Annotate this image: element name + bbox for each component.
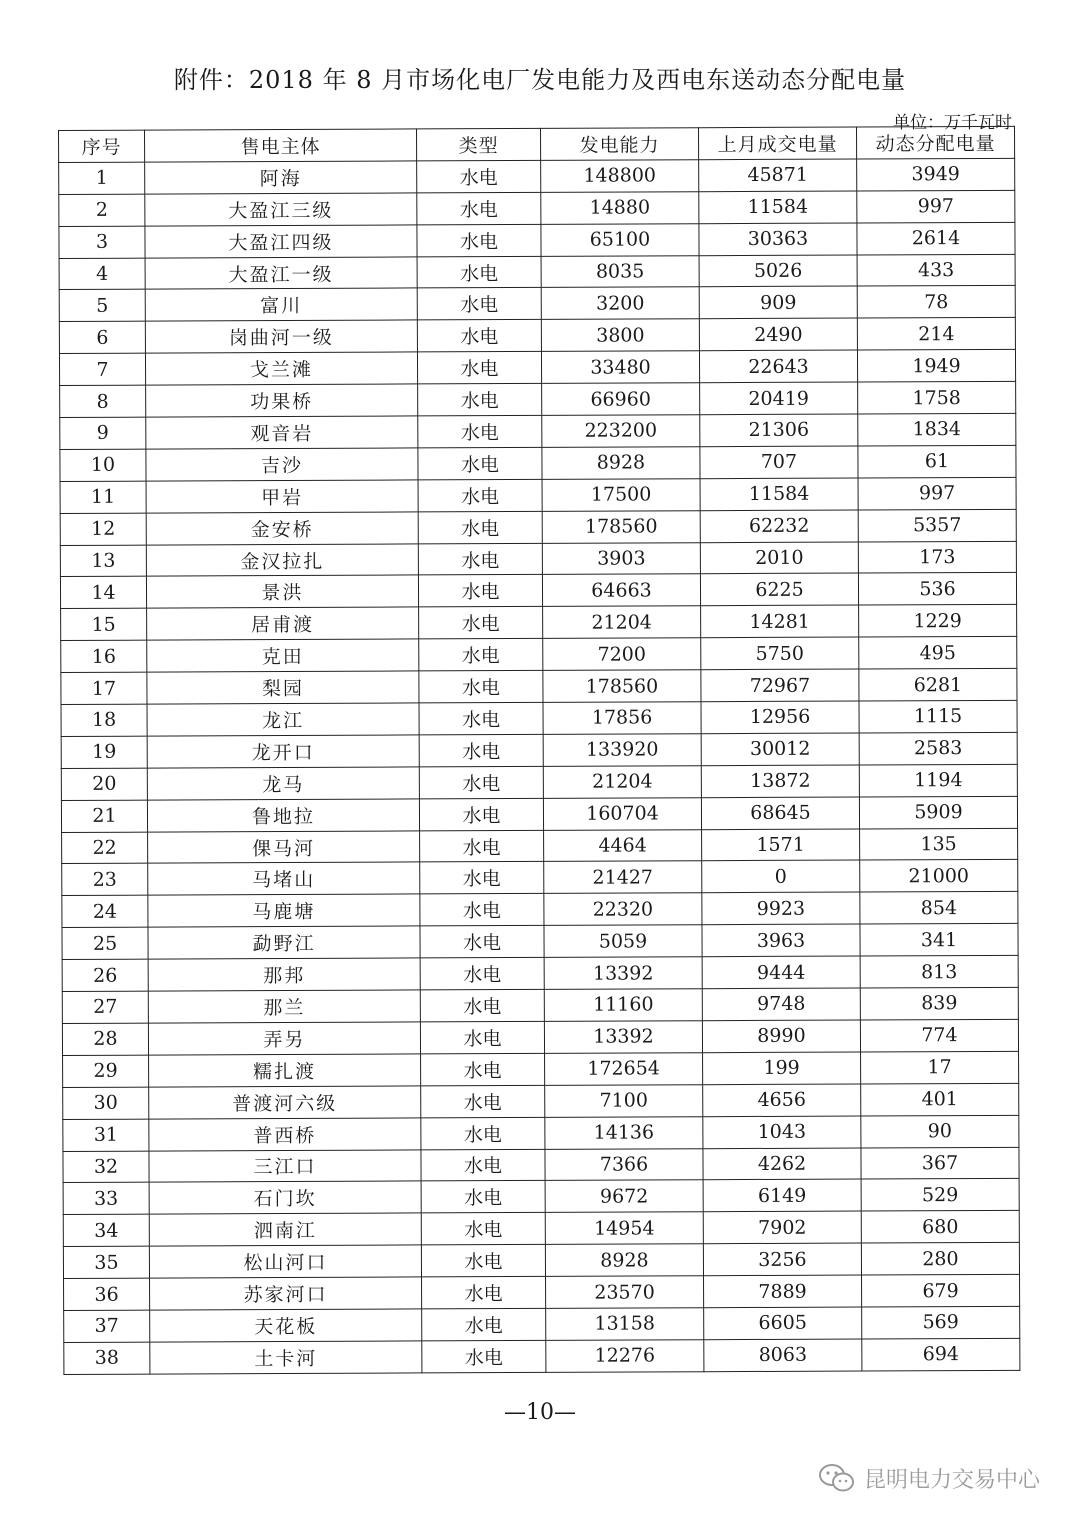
watermark-text: 昆明电力交易中心 (863, 1467, 1040, 1493)
cell-last-month: 6225 (700, 573, 858, 606)
cell-type: 水电 (421, 1053, 545, 1085)
cell-capacity: 178560 (543, 670, 701, 703)
table-row (63, 1211, 1019, 1247)
page-number: —10— (504, 1400, 576, 1425)
cell-index: 35 (63, 1246, 149, 1278)
cell-index: 38 (64, 1342, 150, 1374)
cell-index: 7 (59, 353, 145, 385)
cell-allocation: 997 (857, 190, 1015, 223)
document-title: 附件：2018 年 8 月市场化电厂发电能力及西电东送动态分配电量 (173, 66, 907, 94)
allocation-table (58, 126, 1020, 1375)
cell-allocation: 680 (861, 1211, 1019, 1244)
cell-capacity: 13392 (544, 957, 702, 990)
cell-last-month: 12956 (701, 701, 859, 734)
cell-index: 37 (64, 1310, 150, 1342)
cell-index: 16 (61, 640, 147, 672)
cell-capacity: 21427 (544, 861, 702, 894)
cell-seller: 功果桥 (146, 384, 418, 417)
table-row (59, 318, 1015, 354)
header-type: 类型 (416, 128, 540, 160)
table-row (61, 764, 1017, 800)
cell-allocation: 173 (858, 541, 1016, 574)
table-row (60, 445, 1016, 481)
cell-capacity: 21204 (543, 606, 701, 639)
cell-index: 3 (59, 226, 145, 258)
cell-last-month: 8063 (704, 1339, 862, 1372)
cell-seller: 大盈江三级 (145, 193, 417, 226)
cell-index: 20 (61, 768, 147, 800)
cell-seller: 梨园 (147, 671, 419, 704)
cell-type: 水电 (421, 1181, 545, 1213)
cell-allocation: 1758 (858, 381, 1016, 414)
cell-type: 水电 (417, 320, 541, 352)
cell-seller: 天花板 (150, 1309, 422, 1342)
cell-allocation: 1834 (858, 413, 1016, 446)
table-row (59, 350, 1015, 386)
cell-allocation: 2583 (859, 732, 1017, 765)
table-row (63, 1179, 1019, 1215)
cell-allocation: 5909 (859, 796, 1017, 829)
cell-seller: 倮马河 (148, 831, 420, 864)
cell-index: 31 (63, 1119, 149, 1151)
cell-seller: 那兰 (148, 990, 420, 1023)
cell-allocation: 21000 (860, 860, 1018, 893)
cell-index: 33 (63, 1183, 149, 1215)
table-row (59, 254, 1015, 290)
cell-capacity: 23570 (546, 1276, 704, 1309)
cell-allocation: 1229 (859, 605, 1017, 638)
cell-type: 水电 (419, 702, 543, 734)
cell-allocation: 214 (857, 318, 1015, 351)
cell-allocation: 569 (862, 1306, 1020, 1339)
table-row (63, 1115, 1019, 1151)
cell-type: 水电 (419, 766, 543, 798)
cell-capacity: 133920 (543, 734, 701, 767)
cell-type: 水电 (417, 256, 541, 288)
cell-index: 36 (64, 1278, 150, 1310)
table-row (60, 477, 1016, 513)
table-row (63, 1147, 1019, 1183)
cell-last-month: 5750 (701, 637, 859, 670)
cell-type: 水电 (418, 575, 542, 607)
table-row (60, 413, 1016, 449)
cell-capacity: 7100 (545, 1084, 703, 1117)
cell-last-month: 20419 (700, 382, 858, 415)
cell-capacity: 8928 (545, 1244, 703, 1277)
cell-type: 水电 (419, 734, 543, 766)
cell-seller: 马堵山 (148, 862, 420, 895)
cell-capacity: 172654 (545, 1053, 703, 1086)
cell-last-month: 68645 (701, 797, 859, 830)
cell-last-month: 21306 (700, 414, 858, 447)
cell-last-month: 11584 (699, 191, 857, 224)
cell-last-month: 4262 (703, 1148, 861, 1181)
table-row (61, 668, 1017, 704)
table-row (64, 1274, 1020, 1310)
cell-index: 1 (59, 162, 145, 194)
cell-index: 5 (59, 290, 145, 322)
table-row (61, 605, 1017, 641)
cell-seller: 苏家河口 (150, 1277, 422, 1310)
cell-seller: 金安桥 (146, 512, 418, 545)
cell-index: 19 (61, 736, 147, 768)
cell-index: 23 (62, 864, 148, 896)
cell-allocation: 90 (861, 1115, 1019, 1148)
cell-seller: 糯扎渡 (149, 1054, 421, 1087)
table-row (62, 1019, 1018, 1055)
cell-index: 14 (60, 577, 146, 609)
cell-type: 水电 (422, 1308, 546, 1340)
cell-index: 8 (60, 385, 146, 417)
table-row (61, 700, 1017, 736)
cell-type: 水电 (420, 958, 544, 990)
cell-seller: 那邦 (148, 958, 420, 991)
table-row (59, 286, 1015, 322)
cell-allocation: 401 (861, 1083, 1019, 1116)
cell-allocation: 495 (859, 637, 1017, 670)
cell-allocation: 839 (860, 987, 1018, 1020)
cell-seller: 土卡河 (150, 1341, 422, 1374)
table-row (62, 987, 1018, 1023)
cell-type: 水电 (417, 352, 541, 384)
cell-capacity: 11160 (544, 989, 702, 1022)
cell-type: 水电 (420, 1021, 544, 1053)
cell-last-month: 22643 (699, 350, 857, 383)
table-row (62, 860, 1018, 896)
cell-allocation: 774 (860, 1019, 1018, 1052)
cell-type: 水电 (417, 160, 541, 192)
cell-capacity: 7200 (543, 638, 701, 671)
cell-capacity: 8035 (541, 255, 699, 288)
cell-index: 13 (60, 545, 146, 577)
cell-last-month: 9444 (702, 956, 860, 989)
cell-capacity: 33480 (541, 351, 699, 384)
cell-type: 水电 (418, 511, 542, 543)
header-allocation: 动态分配电量 (856, 126, 1014, 159)
cell-index: 27 (62, 991, 148, 1023)
cell-allocation: 433 (857, 254, 1015, 287)
cell-last-month: 909 (699, 286, 857, 319)
cell-seller: 戈兰滩 (145, 352, 417, 385)
cell-last-month: 707 (700, 446, 858, 479)
table-row (62, 892, 1018, 928)
cell-type: 水电 (421, 1085, 545, 1117)
table-row (59, 222, 1015, 258)
cell-last-month: 5026 (699, 255, 857, 288)
cell-last-month: 11584 (700, 478, 858, 511)
cell-last-month: 45871 (699, 159, 857, 192)
cell-capacity: 8928 (542, 447, 700, 480)
cell-seller: 弄另 (148, 1022, 420, 1055)
cell-seller: 大盈江一级 (145, 256, 417, 289)
cell-last-month: 62232 (700, 510, 858, 543)
cell-type: 水电 (419, 798, 543, 830)
cell-allocation: 1115 (859, 700, 1017, 733)
cell-capacity: 9672 (545, 1180, 703, 1213)
cell-seller: 普渡河六级 (149, 1086, 421, 1119)
cell-last-month: 0 (702, 860, 860, 893)
cell-type: 水电 (418, 384, 542, 416)
cell-seller: 阿海 (145, 161, 417, 194)
cell-type: 水电 (418, 543, 542, 575)
cell-allocation: 367 (861, 1147, 1019, 1180)
cell-index: 15 (61, 608, 147, 640)
cell-seller: 岗曲河一级 (145, 320, 417, 353)
cell-seller: 龙开口 (147, 735, 419, 768)
cell-last-month: 13872 (701, 765, 859, 798)
cell-index: 6 (59, 321, 145, 353)
cell-capacity: 21204 (543, 766, 701, 799)
cell-last-month: 3256 (703, 1243, 861, 1276)
table-row (63, 1083, 1019, 1119)
cell-last-month: 2010 (700, 542, 858, 575)
cell-last-month: 72967 (701, 669, 859, 702)
cell-seller: 大盈江四级 (145, 225, 417, 258)
cell-index: 11 (60, 481, 146, 513)
cell-type: 水电 (418, 479, 542, 511)
table-row (63, 1051, 1019, 1087)
cell-index: 26 (62, 959, 148, 991)
cell-index: 25 (62, 927, 148, 959)
cell-index: 2 (59, 194, 145, 226)
cell-capacity: 13392 (544, 1021, 702, 1054)
cell-type: 水电 (419, 639, 543, 671)
cell-last-month: 2490 (699, 318, 857, 351)
cell-seller: 普西桥 (149, 1118, 421, 1151)
cell-seller: 克田 (147, 639, 419, 672)
cell-index: 30 (63, 1087, 149, 1119)
cell-index: 21 (61, 800, 147, 832)
table-header-row (59, 126, 1015, 162)
table-row (60, 541, 1016, 577)
cell-seller: 鲁地拉 (147, 799, 419, 832)
cell-seller: 金汉拉扎 (146, 544, 418, 577)
cell-type: 水电 (421, 1245, 545, 1277)
cell-capacity: 3800 (541, 319, 699, 352)
cell-seller: 松山河口 (149, 1245, 421, 1278)
cell-allocation: 536 (858, 573, 1016, 606)
cell-capacity: 14954 (545, 1212, 703, 1245)
cell-capacity: 13158 (546, 1308, 704, 1341)
cell-seller: 龙江 (147, 703, 419, 736)
table-row (60, 381, 1016, 417)
wechat-icon (818, 1462, 856, 1494)
cell-last-month: 199 (703, 1052, 861, 1085)
cell-index: 29 (63, 1055, 149, 1087)
table-row (59, 158, 1015, 194)
header-capacity: 发电能力 (540, 128, 698, 161)
header-index: 序号 (59, 130, 145, 162)
cell-index: 24 (62, 895, 148, 927)
cell-allocation: 341 (860, 924, 1018, 957)
cell-allocation: 17 (861, 1051, 1019, 1084)
cell-type: 水电 (418, 447, 542, 479)
cell-capacity: 5059 (544, 925, 702, 958)
cell-capacity: 64663 (542, 574, 700, 607)
cell-last-month: 3963 (702, 924, 860, 957)
table-row (59, 190, 1015, 226)
cell-allocation: 854 (860, 892, 1018, 925)
cell-type: 水电 (419, 607, 543, 639)
cell-index: 22 (62, 832, 148, 864)
cell-seller: 石门坎 (149, 1181, 421, 1214)
cell-capacity: 17856 (543, 702, 701, 735)
cell-allocation: 280 (861, 1242, 1019, 1275)
cell-seller: 居甫渡 (147, 607, 419, 640)
cell-type: 水电 (420, 894, 544, 926)
table-body (59, 158, 1020, 1374)
cell-type: 水电 (417, 224, 541, 256)
cell-capacity: 12276 (546, 1340, 704, 1373)
cell-seller: 三江口 (149, 1149, 421, 1182)
cell-index: 4 (59, 258, 145, 290)
cell-seller: 富川 (145, 288, 417, 321)
cell-last-month: 1043 (703, 1116, 861, 1149)
cell-allocation: 679 (862, 1274, 1020, 1307)
table-row (62, 924, 1018, 960)
cell-type: 水电 (422, 1340, 546, 1372)
table-row (61, 637, 1017, 673)
cell-allocation: 529 (861, 1179, 1019, 1212)
cell-last-month: 4656 (703, 1084, 861, 1117)
cell-last-month: 7889 (704, 1275, 862, 1308)
cell-capacity: 22320 (544, 893, 702, 926)
cell-last-month: 9748 (702, 988, 860, 1021)
cell-type: 水电 (421, 1149, 545, 1181)
table-row (62, 828, 1018, 864)
cell-index: 18 (61, 704, 147, 736)
cell-capacity: 66960 (542, 383, 700, 416)
cell-last-month: 14281 (701, 605, 859, 638)
cell-seller: 泗南江 (149, 1213, 421, 1246)
cell-seller: 勐野江 (148, 926, 420, 959)
cell-capacity: 7366 (545, 1148, 703, 1181)
cell-allocation: 61 (858, 445, 1016, 478)
cell-index: 17 (61, 672, 147, 704)
cell-last-month: 6149 (703, 1179, 861, 1212)
cell-seller: 景洪 (146, 575, 418, 608)
cell-type: 水电 (417, 288, 541, 320)
header-last-month: 上月成交电量 (698, 127, 856, 160)
cell-type: 水电 (421, 1213, 545, 1245)
table-row (61, 796, 1017, 832)
cell-capacity: 4464 (544, 829, 702, 862)
cell-allocation: 1949 (857, 350, 1015, 383)
cell-capacity: 3200 (541, 287, 699, 320)
cell-last-month: 7902 (703, 1211, 861, 1244)
cell-seller: 观音岩 (146, 416, 418, 449)
cell-allocation: 78 (857, 286, 1015, 319)
cell-type: 水电 (421, 1117, 545, 1149)
cell-last-month: 8990 (702, 1020, 860, 1053)
cell-type: 水电 (417, 192, 541, 224)
cell-type: 水电 (419, 671, 543, 703)
cell-last-month: 30363 (699, 223, 857, 256)
cell-capacity: 160704 (543, 797, 701, 830)
cell-allocation: 3949 (857, 158, 1015, 191)
cell-last-month: 1571 (702, 829, 860, 862)
cell-capacity: 14136 (545, 1116, 703, 1149)
cell-type: 水电 (418, 415, 542, 447)
cell-capacity: 65100 (541, 223, 699, 256)
table-row (60, 509, 1016, 545)
cell-seller: 龙马 (147, 767, 419, 800)
watermark (818, 1462, 1040, 1494)
cell-index: 34 (63, 1214, 149, 1246)
cell-capacity: 3903 (542, 542, 700, 575)
table-row (60, 573, 1016, 609)
table-row (64, 1338, 1020, 1374)
header-seller: 售电主体 (145, 129, 417, 162)
cell-last-month: 30012 (701, 733, 859, 766)
table-row (63, 1242, 1019, 1278)
cell-capacity: 148800 (541, 160, 699, 193)
table-row (61, 732, 1017, 768)
cell-seller: 吉沙 (146, 448, 418, 481)
cell-allocation: 997 (858, 477, 1016, 510)
cell-allocation: 135 (860, 828, 1018, 861)
cell-capacity: 17500 (542, 478, 700, 511)
cell-type: 水电 (420, 989, 544, 1021)
cell-seller: 甲岩 (146, 480, 418, 513)
cell-index: 10 (60, 449, 146, 481)
cell-last-month: 9923 (702, 892, 860, 925)
cell-capacity: 14880 (541, 191, 699, 224)
cell-seller: 马鹿塘 (148, 894, 420, 927)
cell-index: 12 (60, 513, 146, 545)
cell-allocation: 2614 (857, 222, 1015, 255)
cell-allocation: 694 (862, 1338, 1020, 1371)
cell-type: 水电 (420, 862, 544, 894)
cell-index: 32 (63, 1151, 149, 1183)
cell-allocation: 6281 (859, 668, 1017, 701)
table-row (64, 1306, 1020, 1342)
cell-capacity: 178560 (542, 510, 700, 543)
table-row (62, 955, 1018, 991)
cell-type: 水电 (420, 926, 544, 958)
cell-type: 水电 (422, 1276, 546, 1308)
cell-index: 9 (60, 417, 146, 449)
cell-allocation: 1194 (859, 764, 1017, 797)
unit-label: 单位：万千瓦时 (893, 113, 1012, 133)
cell-last-month: 6605 (704, 1307, 862, 1340)
cell-type: 水电 (420, 830, 544, 862)
cell-allocation: 813 (860, 955, 1018, 988)
cell-allocation: 5357 (858, 509, 1016, 542)
cell-index: 28 (62, 1023, 148, 1055)
cell-capacity: 223200 (542, 415, 700, 448)
